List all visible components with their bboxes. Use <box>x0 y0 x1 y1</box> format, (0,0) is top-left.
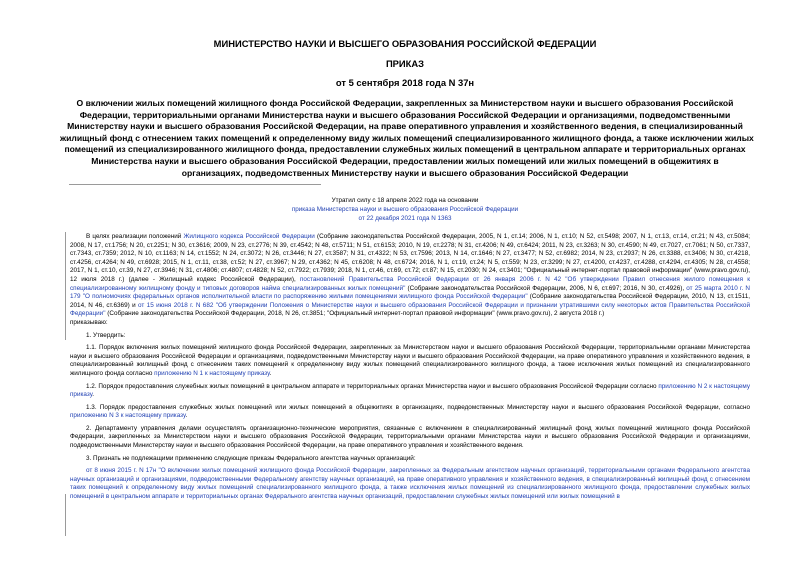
title-line: жилищный фонд с отнесением таких помещений к определенному виду жилых помещений специализированного жилищного фонда, а также исключении жилых <box>60 132 754 143</box>
title-line: организациях, подведомственных Министерству науки и высшего образования Российской Федерации <box>181 167 629 178</box>
paragraph-1: 1. Утвердить: <box>86 331 126 339</box>
validity-note-text: Утратил силу с 18 апреля 2022 года на основании <box>331 197 479 204</box>
government-resolution-179-link[interactable]: от 25 марта 2010 г. N 179 "О полномочиях федеральных органов исполнительной власти по распоряжению жилыми помещениями жилищного фонда Российской Федерации" <box>70 284 750 301</box>
paragraph-order: приказываю: <box>70 318 108 326</box>
document-body <box>70 233 750 502</box>
housing-code-link[interactable]: Жилищного кодекса Российской Федерации <box>183 233 315 240</box>
document-date-number: от 5 сентября 2018 года N 37н <box>335 77 475 88</box>
document-title <box>60 98 754 179</box>
validity-note-link-date[interactable]: от 22 декабря 2021 года N 1363 <box>358 215 452 222</box>
government-resolution-42-link[interactable]: постановлений Правительства Российской Федерации от 26 января 2006 г. N 42 "Об утверждении Правил отнесения жилого помещения к специализированному жилищному фонду и типовых договоров найма специализированных жилых помещений" <box>70 275 750 292</box>
title-line: Министерства науки и высшего образования Российской Федерации, предоставлении жилых помещений или жилых помещений в общежитиях в <box>91 155 719 166</box>
divider-line <box>69 184 321 185</box>
margin-marker <box>65 494 66 536</box>
paragraph-2: 2. Департаменту управления делами осуществлять организационно-технические мероприятия, связанные с включением в специализированный жилищный фонд жилых помещений жилищного фонда Российской Федерации, закрепленных за Министерством науки и высшего образования Российской Федерации, территориальными органами Министерства науки и высшего образования Российской Федерации и организациями, подведомственными Министерству науки и высшего образования Российской Федерации, на праве оперативного управления и хозяйственного ведения. <box>70 424 750 450</box>
validity-note-link[interactable]: приказа Министерства науки и высшего образования Российской Федерации <box>291 206 519 213</box>
title-line: Федерации, территориальными органами Министерства науки и высшего образования Российской Федерации и организациями, подведомственными <box>79 109 731 120</box>
title-line: помещений из специализированного жилищного фонда, предоставлении служебных жилых помещений в центральном аппарате и территориальных органах <box>64 144 746 155</box>
government-resolution-682-link[interactable]: от 15 июня 2018 г. N 682 "Об утверждении Положения о Министерстве науки и высшего образования Российской Федерации и признании утратившими силу некоторых актов Правительства Российской Федерации" <box>70 301 750 318</box>
margin-marker <box>65 232 66 340</box>
title-line: О включении жилых помещений жилищного фонда Российской Федерации, закрепленных за Министерством науки и высшего образования Российской <box>76 98 734 108</box>
appendix-1-link[interactable]: приложению N 1 к настоящему приказу <box>154 369 270 377</box>
paragraph-3: 3. Признать не подлежащими применению следующие приказы Федерального агентства научных организаций: <box>86 454 416 462</box>
fano-order-17n-link[interactable]: от 8 июня 2015 г. N 17н "О включении жилых помещений жилищного фонда Российской Федерации, закрепленных за Федеральным агентством научных организаций, территориальными органами Федерального агентства научных организаций и организациями, подведомственными Федеральному агентству научных организаций, на праве оперативного управления и хозяйственного ведения, в специализированный жилищный фонд с отнесением таких помещений к определенному виду жилых помещений специализированного жилищного фонда, а также исключения жилых помещений из специализированного жилищного фонда, предоставлении служебных жилых помещений в центральном аппарате и территориальных органах Федерального агентства научных организаций, предоставлении служебных жилых помещений или жилых помещений в <box>70 467 750 501</box>
document-type: ПРИКАЗ <box>385 58 425 69</box>
appendix-3-link[interactable]: приложению N 3 к настоящему приказу <box>70 412 186 420</box>
ministry-heading: МИНИСТЕРСТВО НАУКИ И ВЫСШЕГО ОБРАЗОВАНИЯ РОССИЙСКОЙ ФЕДЕРАЦИИ <box>213 38 597 49</box>
paragraph-1-2: 1.2. Порядок предоставления служебных жилых помещений в центральном аппарате и территориальных органах Министерства науки и высшего образования Российской Федерации согласно приложению N 2 к настоящему приказу. <box>70 382 750 399</box>
title-line: Министерству науки и высшего образования Российской Федерации, на праве оперативного управления и хозяйственного ведения, в специализированный <box>67 121 743 132</box>
appendix-2-link[interactable]: приложению N 2 к настоящему приказу <box>70 382 750 399</box>
paragraph-preamble: В целях реализации положений Жилищного кодекса Российской Федерации (Собрание законодательства Российской Федерации, 2005, N 1, ст.14; 2006, N 1, ст.10; N 52, ст.5498; 2007, N 1, ст.13, ст.14, ст.21; N 43, ст.5084; 2008, N 17, ст.1756; N 20, ст.2251; N 30, ст.3616; 2009, N 23, ст.2776; N 39, ст.4542; N 48, ст.5711; N 51, ст.6153; 2010, N 19, ст.2278; N 31, ст.4206; N 49, ст.6424; 2011, N 23, ст.3263; N 30, ст.4590; N 49, ст.7027, ст.7061; N 50, ст.7337, ст.7343, ст.7359; 2012, N 10, ст.1163; N 14, ст.1552; N 24, ст.3072; N 26, ст.3446; N 27, ст.3587; N 31, ст.4322; N 53, ст.7596; 2013, N 14, ст.1646; N 27, ст.3477; N 52, ст.6982; 2014, N 23, ст.2937; N 26, ст.3388, ст.3406; N 30, ст.4218, ст.4256, ст.4264; N 49, ст.6928; 2015, N 1, ст.11, ст.38, ст.52; N 27, ст.3967; N 29, ст.4362; N 45, ст.6208; N 48, ст.6724; 2016, N 1, ст.19, ст.24; N 5, ст.559; N 23, ст.3299; N 27, ст.4200, ст.4237, ст.4288, ст.4294, ст.4305; N 28, ст.4558; 2017, N 1, ст.10, ст.39, N 27, ст.3946; N 31, ст.4806; ст.4807; ст.4828; N 52, ст.7922; ст.7939; 2018, N 1, ст.46, ст.69, ст.72; ст.87; N 15, ст.2030; N 24, ст.3401; "Официальный интернет-портал правовой информации" (www.pravo.gov.ru), 12 июля 2018 г.) (далее - Жилищный кодекс Российской Федерации), постановлений Правительства Российской Федерации от 26 января 2006 г. N 42 "Об утверждении Правил отнесения жилого помещения к специализированному жилищному фонду и типовых договоров найма специализированных жилых помещений" (Собрание законодательства Российской Федерации, 2006, N 6, ст.697; 2016, N 30, ст.4926), от 25 марта 2010 г. N 179 "О полномочиях федеральных органов исполнительной власти по распоряжению жилыми помещениями жилищного фонда Российской Федерации" (Собрание законодательства Российской Федерации, 2010, N 13, ст.1511, 2014, N 46, ст.6369) и от 15 июня 2018 г. N 682 "Об утверждении Положения о Министерстве науки и высшего образования Российской Федерации и признании утратившими силу некоторых актов Правительства Российской Федерации" (Собрание законодательства Российской Федерации, 2018, N 26, ст.3851; "Официальный интернет-портал правовой информации" (www.pravo.gov.ru), 2 августа 2018 г.) <box>70 233 751 318</box>
paragraph-1-3: 1.3. Порядок предоставления служебных жилых помещений или жилых помещений в общежитиях в организациях, подведомственных Министерству науки и высшего образования Российской Федерации, согласно приложению N 3 к настоящему приказу. <box>70 403 750 420</box>
paragraph-1-1: 1.1. Порядок включения жилых помещений жилищного фонда Российской Федерации, закрепленных за Министерством науки и высшего образования Российской Федерации, территориальными органами Министерства науки и высшего образования Российской Федерации и организациями, подведомственными Министерству науки и высшего образования Российской Федерации, на праве оперативного управления и хозяйственного ведения, в специализированный жилищный фонд с отнесением таких помещений к определенному виду жилых помещений специализированного жилищного фонда, а также исключения жилых помещений из специализированного жилищного фонда согласно приложению N 1 к настоящему приказу. <box>70 344 750 377</box>
